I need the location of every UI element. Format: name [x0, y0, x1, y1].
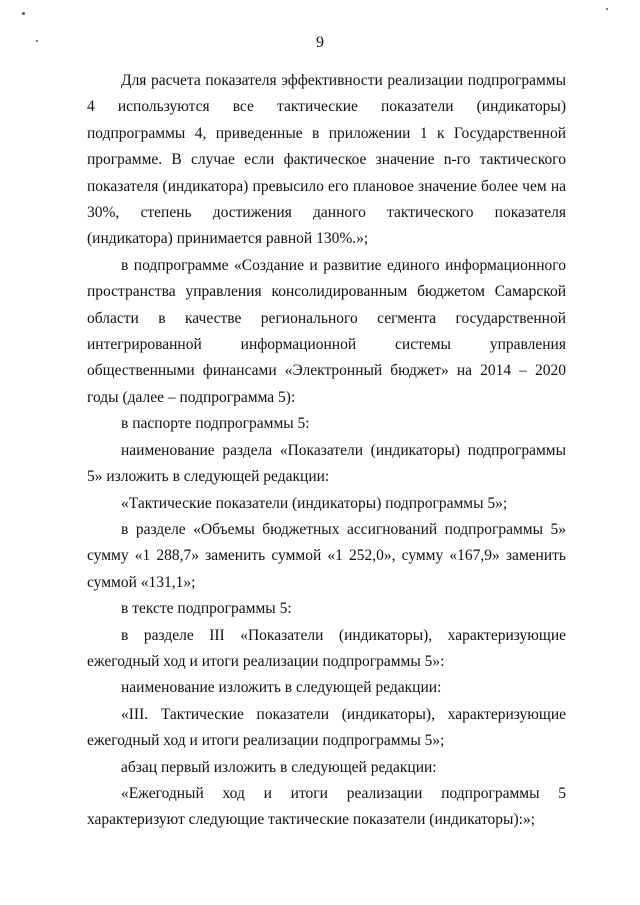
scan-speck: [606, 8, 608, 10]
paragraph: в тексте подпрограммы 5:: [121, 600, 292, 618]
paragraph: в разделе «Объемы бюджетных ассигнований подпрограммы 5» сумму «1 288,7» заменить суммой «1 252,0», сумму «167,9» заменить суммой «131,1»;: [87, 520, 566, 591]
scan-speck: [22, 12, 25, 15]
paragraph: наименование изложить в следующей редакции:: [121, 679, 442, 697]
paragraph: в разделе III «Показатели (индикаторы), характеризующие ежегодный ход и итоги реализации подпрограммы 5»:: [87, 626, 566, 670]
paragraph: в подпрограмме «Создание и развитие единого информационного пространства управления консолидированным бюджетом Самарской области в качестве регионального сегмента государственной интегрированной информационной системы управления общественными финансами «Электронный бюджет» на 2014 – 2020 годы (далее – подпрограмма 5):: [87, 256, 566, 406]
document-body: [87, 68, 566, 834]
paragraph: «Ежегодный ход и итоги реализации подпрограммы 5 характеризуют следующие тактические показатели (индикаторы):»;: [87, 784, 566, 829]
paragraph: наименование раздела «Показатели (индикаторы) подпрограммы 5» изложить в следующей редакции:: [87, 441, 566, 486]
paragraph: Для расчета показателя эффективности реализации подпрограммы 4 используются все тактические показатели (индикаторы) подпрограммы 4, приведенные в приложении 1 к Государственной программе. В случае если фактическое значение n-го тактического показателя (индикатора) превысило его плановое значение более чем на 30%, степень достижения данного тактического показателя (индикатора) принимается равной 130%.»;: [87, 72, 566, 248]
page-number: 9: [316, 34, 324, 51]
paragraph: «Тактические показатели (индикаторы) подпрограммы 5»;: [121, 494, 508, 512]
paragraph: «III. Тактические показатели (индикаторы), характеризующие ежегодный ход и итоги реализации подпрограммы 5»;: [87, 705, 566, 750]
paragraph: абзац первый изложить в следующей редакции:: [121, 758, 437, 776]
paragraph: в паспорте подпрограммы 5:: [121, 415, 310, 433]
